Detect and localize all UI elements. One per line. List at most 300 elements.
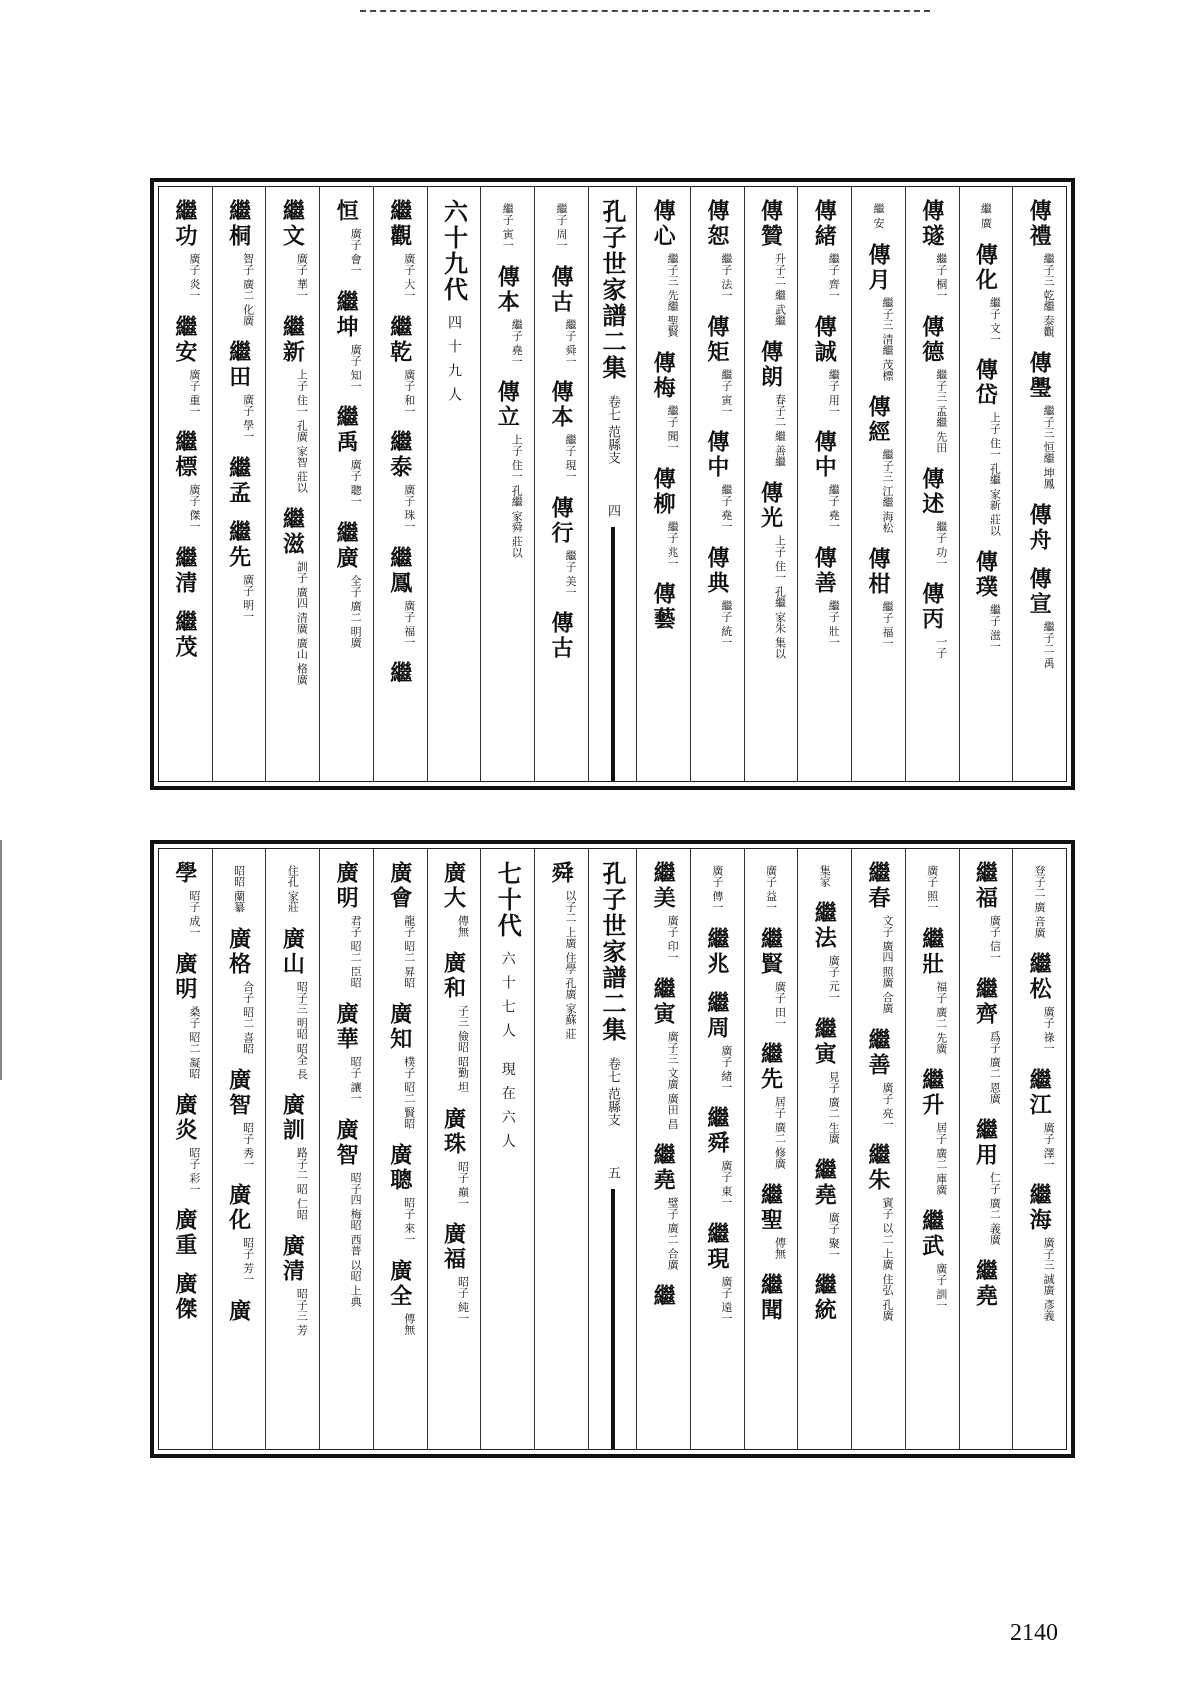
descendant-note: 繼 廣 xyxy=(979,203,993,229)
person-name: 繼堯 xyxy=(650,1143,677,1193)
descendant-note: 昭子 成一 xyxy=(187,890,201,938)
genealogy-entry xyxy=(277,927,308,1080)
genealogy-column xyxy=(797,187,851,781)
person-name: 廣知 xyxy=(386,1002,413,1052)
genealogy-entry xyxy=(970,1118,1001,1245)
descendant-note: 繼子 齊一 xyxy=(827,253,841,301)
descendant-note: 廣子 珠一 xyxy=(402,484,416,532)
person-name: 傳立 xyxy=(494,380,521,430)
genealogy-column xyxy=(1012,849,1066,1449)
genealogy-entry xyxy=(492,265,523,367)
genealogy-entry xyxy=(439,1222,470,1324)
genealogy-entry xyxy=(277,199,308,301)
descendant-note: 繼子 桐一 xyxy=(934,253,948,301)
genealogy-entry xyxy=(224,927,255,1054)
genealogy-entry xyxy=(170,315,201,417)
genealogy-entry xyxy=(385,315,416,417)
person-name: 繼先 xyxy=(757,1042,784,1092)
genealogy-entry xyxy=(809,1273,840,1323)
genealogy-entry xyxy=(224,520,255,622)
person-name: 繼寅 xyxy=(811,1016,838,1067)
genealogy-entry xyxy=(331,1118,362,1307)
genealogy-column xyxy=(851,187,905,781)
descendant-note: 住孔 家莊 xyxy=(286,865,300,913)
person-name: 繼 xyxy=(650,1284,677,1309)
descendant-note: 爲子 廣二 恩廣 xyxy=(988,1030,1002,1104)
descendant-note: 繼子二 禹 xyxy=(1042,621,1056,669)
genealogy-entry xyxy=(555,199,568,251)
person-name: 廣 xyxy=(225,1298,252,1324)
descendant-note: 廣子 聰一 xyxy=(349,459,363,507)
descendant-note: 合子 昭二 喜昭 xyxy=(241,980,255,1054)
descendant-note: 廣子 訓一 xyxy=(934,1262,948,1310)
genealogy-entry xyxy=(872,199,885,229)
genealogy-column xyxy=(636,849,690,1449)
genealogy-entry xyxy=(648,861,679,963)
fish-tail-bar xyxy=(611,527,615,781)
genealogy-entry xyxy=(331,1002,362,1104)
genealogy-entry xyxy=(702,430,733,532)
descendant-note: 昭子四 梅昭 西普 以昭 上典 xyxy=(349,1171,363,1307)
person-name: 繼賢 xyxy=(757,926,784,977)
genealogy-entry xyxy=(331,405,362,507)
descendant-note: 居子 廣二 庫廣 xyxy=(934,1121,948,1195)
descendant-note: 繼子 舜一 xyxy=(563,318,577,366)
person-name: 廣傑 xyxy=(171,1272,198,1322)
descendant-note: 繼子 壯一 xyxy=(827,599,841,647)
genealogy-entry xyxy=(1024,952,1055,1054)
descendant-note: 龍子 昭二 昇昭 xyxy=(402,915,416,988)
person-name: 繼觀 xyxy=(386,199,413,249)
generation-header-column xyxy=(480,849,534,1449)
person-name: 繼美 xyxy=(650,861,677,911)
person-name: 傳璲 xyxy=(918,199,945,249)
genealogy-column xyxy=(959,187,1013,781)
genealogy-column xyxy=(212,849,266,1449)
genealogy-column xyxy=(690,849,744,1449)
descendant-note: 廣子 和一 xyxy=(402,368,416,416)
genealogy-column xyxy=(373,187,427,781)
descendant-note: 繼子 堯一 xyxy=(719,484,733,532)
genealogy-entry xyxy=(648,1143,679,1270)
genealogy-column xyxy=(690,187,744,781)
person-name: 廣福 xyxy=(440,1222,467,1272)
descendant-note: 繼子 兆一 xyxy=(666,520,680,568)
person-name: 繼泰 xyxy=(386,430,413,480)
genealogy-entry xyxy=(546,496,577,598)
person-name: 傳善 xyxy=(811,545,838,596)
descendant-note: 廣子 傑一 xyxy=(187,484,201,532)
genealogy-entry xyxy=(331,290,362,392)
person-name: 廣大 xyxy=(440,861,467,911)
genealogy-entry xyxy=(702,315,733,417)
genealogy-entry xyxy=(170,861,201,938)
person-name: 繼文 xyxy=(279,199,306,249)
genealogy-entry xyxy=(809,315,840,417)
person-name: 繼標 xyxy=(171,430,198,480)
genealogy-entry xyxy=(648,467,679,569)
person-name: 傳禮 xyxy=(1026,199,1053,249)
genealogy-entry xyxy=(917,315,948,453)
person-name: 繼鳳 xyxy=(386,545,413,596)
descendant-note: 廣子 重一 xyxy=(187,368,201,416)
person-name: 廣山 xyxy=(279,926,306,977)
genealogy-entry xyxy=(233,861,246,913)
genealogy-entry xyxy=(331,199,362,276)
genealogy-column xyxy=(212,187,266,781)
genealogy-entry xyxy=(501,199,514,251)
person-name: 繼田 xyxy=(225,340,252,390)
genealogy-entry xyxy=(170,1093,201,1195)
person-name: 傳緒 xyxy=(811,199,838,249)
generation-title: 六十九代 xyxy=(439,199,469,303)
person-name: 傳贊 xyxy=(757,199,784,249)
descendant-note: 璧子 廣二 合廣 xyxy=(666,1197,680,1270)
genealogy-entry xyxy=(979,199,992,229)
person-name: 繼海 xyxy=(1026,1183,1053,1233)
person-name: 繼坤 xyxy=(333,289,360,340)
genealogy-column xyxy=(480,187,534,781)
descendant-note: 繼子 堯一 xyxy=(827,484,841,532)
genealogy-entry xyxy=(863,1028,894,1130)
person-name: 繼新 xyxy=(279,314,306,365)
descendant-note: 訓子 廣四 清廣 廣山 格廣 xyxy=(295,560,309,685)
descendant-note: 上子 住一 孔繼 家朱 集以 xyxy=(773,535,787,659)
genealogy-column xyxy=(159,187,212,781)
person-name: 繼松 xyxy=(1026,952,1053,1002)
descendant-note: 文子 廣四 照廣 合廣 xyxy=(880,915,894,1014)
genealogy-entry xyxy=(863,547,894,649)
genealogy-entry xyxy=(809,199,840,301)
genealogy-entry xyxy=(224,1183,255,1285)
descendant-note: 昭子 純一 xyxy=(456,1276,470,1324)
person-name: 傳丙 xyxy=(918,582,945,632)
genealogy-entry xyxy=(970,861,1001,963)
person-name: 傳藝 xyxy=(650,582,677,632)
descendant-note: 智子 廣二 化廣 xyxy=(241,253,255,326)
genealogy-entry xyxy=(863,861,894,1014)
genealogy-column xyxy=(319,187,373,781)
person-name: 恒 xyxy=(333,199,360,224)
descendant-note: 繼子 現一 xyxy=(563,434,577,482)
genealogy-entry xyxy=(970,358,1001,536)
genealogy-entry xyxy=(385,1259,416,1335)
descendant-note: 以子二 上廣 住學 孔廣 家蘇 莊 xyxy=(563,890,577,1040)
descendant-note: 廣子 益一 xyxy=(764,865,778,913)
person-name: 傳柑 xyxy=(864,546,891,597)
person-name: 傳本 xyxy=(547,380,574,430)
descendant-note: 廣子 福一 xyxy=(402,599,416,647)
descendant-note: 廣子 東一 xyxy=(719,1160,733,1208)
person-name: 傳宣 xyxy=(1026,567,1053,617)
genealogy-entry xyxy=(385,1143,416,1245)
descendant-note: 賓子 以二 上廣 住弘 孔廣 xyxy=(880,1197,894,1321)
genealogy-entry xyxy=(818,861,831,887)
descendant-note: 全子 廣二 明廣 xyxy=(349,574,363,648)
person-name: 繼法 xyxy=(811,901,838,951)
genealogy-column xyxy=(797,849,851,1449)
person-name: 傳古 xyxy=(547,611,574,661)
descendant-note: 繼子三 恒繼 坤鳳 xyxy=(1042,405,1056,489)
genealogy-entry xyxy=(1024,351,1055,489)
genealogy-entry xyxy=(863,395,894,533)
volume-note: 卷七 范縣支 xyxy=(605,395,621,465)
descendant-note: 昭子 巔一 xyxy=(456,1160,470,1208)
book-title: 孔子世家譜 xyxy=(598,861,628,991)
descendant-note: 繼子 用一 xyxy=(827,368,841,416)
genealogy-column xyxy=(319,849,373,1449)
descendant-note: 集家 xyxy=(818,865,832,887)
genealogy-entry xyxy=(756,199,787,326)
genealogy-entry xyxy=(1024,199,1055,337)
person-name: 舜 xyxy=(547,861,574,886)
descendant-note: 廣子 亮一 xyxy=(880,1081,894,1129)
bottom-genealogy-page xyxy=(150,840,1075,1458)
person-name: 傳璞 xyxy=(972,550,999,600)
descendant-note: 昭子 芳一 xyxy=(241,1237,255,1285)
person-name: 繼孟 xyxy=(225,455,252,506)
genealogy-entry xyxy=(170,199,201,301)
genealogy-entry xyxy=(809,430,840,532)
descendant-note: 樸子 昭二 賢昭 xyxy=(402,1056,416,1129)
person-name: 傳經 xyxy=(864,394,891,445)
person-name: 繼現 xyxy=(703,1221,730,1272)
genealogy-entry xyxy=(711,861,724,913)
descendant-note: 君子 昭二 臣昭 xyxy=(349,915,363,988)
descendant-note: 廣子 田一 xyxy=(773,980,787,1028)
genealogy-column xyxy=(427,849,481,1449)
descendant-note: 繼子 福一 xyxy=(880,600,894,648)
person-name: 繼春 xyxy=(864,861,891,911)
person-name: 繼廣 xyxy=(333,520,360,571)
descendant-note: 昭子 來一 xyxy=(402,1197,416,1245)
genealogy-entry xyxy=(546,861,577,1039)
person-name: 繼朱 xyxy=(864,1143,891,1193)
person-name: 廣化 xyxy=(225,1183,252,1233)
genealogy-entry xyxy=(863,243,894,381)
descendant-note: 廣子 照一 xyxy=(925,865,939,913)
person-name: 傳述 xyxy=(918,466,945,517)
genealogy-entry xyxy=(648,1284,679,1309)
genealogy-entry xyxy=(917,582,948,658)
genealogy-column xyxy=(534,187,588,781)
genealogy-entry xyxy=(277,315,308,493)
genealogy-entry xyxy=(926,861,939,913)
descendant-note: 繼子三 江繼 海松 xyxy=(880,448,894,533)
genealogy-entry xyxy=(439,861,470,937)
genealogy-entry xyxy=(385,546,416,648)
genealogy-entry xyxy=(385,861,416,988)
person-name: 傳中 xyxy=(703,430,730,480)
genealogy-entry xyxy=(970,977,1001,1104)
genealogy-column xyxy=(744,187,798,781)
descendant-note: 廣子 大一 xyxy=(402,253,416,301)
person-name: 傳光 xyxy=(757,481,784,531)
genealogy-entry xyxy=(809,901,840,1003)
genealogy-entry xyxy=(439,951,470,1093)
person-name: 傳梅 xyxy=(650,351,677,401)
genealogy-entry xyxy=(331,861,362,988)
genealogy-entry xyxy=(224,1299,255,1324)
fish-tail-bar xyxy=(611,1189,615,1449)
person-name: 廣明 xyxy=(171,951,198,1002)
person-name: 廣聰 xyxy=(386,1143,413,1193)
person-name: 繼壯 xyxy=(918,926,945,977)
descendant-note: 上子 住一 孔廣 家智 莊以 xyxy=(295,368,309,493)
person-name: 傳化 xyxy=(972,242,999,293)
descendant-note: 昭子 彩一 xyxy=(187,1146,201,1194)
descendant-note: 繼子 法一 xyxy=(719,253,733,301)
genealogy-column xyxy=(851,849,905,1449)
person-name: 廣全 xyxy=(386,1258,413,1309)
genealogy-entry xyxy=(286,861,299,913)
person-name: 廣格 xyxy=(225,926,252,977)
descendant-note: 上子 住一 孔繼 家新 莊以 xyxy=(988,412,1002,536)
person-name: 繼統 xyxy=(811,1273,838,1323)
center-title-column xyxy=(588,849,636,1449)
genealogy-entry xyxy=(1033,861,1046,938)
genealogy-entry xyxy=(277,1234,308,1336)
person-name: 繼堯 xyxy=(972,1258,999,1309)
descendant-note: 居子 廣二 修廣 xyxy=(773,1096,787,1169)
genealogy-entry xyxy=(863,1143,894,1321)
person-name: 傳舟 xyxy=(1026,503,1053,553)
person-name: 繼清 xyxy=(171,545,198,596)
leaf-number: 五 xyxy=(605,1166,621,1180)
genealogy-entry xyxy=(970,550,1001,652)
genealogy-entry xyxy=(1024,503,1055,553)
genealogy-entry xyxy=(765,861,778,913)
descendant-note: 廣子三 文廣 廣田 昌 xyxy=(666,1030,680,1129)
genealogy-column xyxy=(959,849,1013,1449)
descendant-note: 繼子 周一 xyxy=(554,203,568,251)
person-name: 繼齊 xyxy=(972,976,999,1027)
descendant-note: 廣子 學一 xyxy=(241,394,255,442)
person-name: 繼兆 xyxy=(703,926,730,977)
person-name: 廣清 xyxy=(279,1234,306,1284)
descendant-note: 廣子 華一 xyxy=(295,253,309,301)
generation-header-column xyxy=(427,187,481,781)
scan-artifact-left xyxy=(0,840,2,1080)
person-name: 繼舜 xyxy=(703,1106,730,1156)
genealogy-entry xyxy=(702,927,733,977)
descendant-note: 廣子 元一 xyxy=(827,955,841,1003)
genealogy-entry xyxy=(702,199,733,301)
genealogy-column xyxy=(265,849,319,1449)
descendant-note: 廣子 知一 xyxy=(349,343,363,391)
genealogy-entry xyxy=(385,199,416,301)
genealogy-entry xyxy=(331,521,362,648)
descendant-note: 昭子三 明昭 昭全 長 xyxy=(295,980,309,1079)
genealogy-entry xyxy=(648,351,679,453)
descendant-note: 繼 安 xyxy=(871,203,885,229)
person-name: 廣炎 xyxy=(171,1092,198,1143)
volume-note: 卷七 范縣支 xyxy=(605,1057,621,1127)
genealogy-column xyxy=(636,187,690,781)
person-name: 繼江 xyxy=(1026,1067,1053,1118)
person-name: 傳本 xyxy=(494,264,521,315)
descendant-note: 傳無 xyxy=(773,1237,787,1259)
person-name: 繼乾 xyxy=(386,314,413,365)
genealogy-entry xyxy=(170,546,201,596)
genealogy-entry xyxy=(917,1068,948,1195)
scan-artifact-top xyxy=(360,10,930,18)
genealogy-entry xyxy=(277,1093,308,1220)
person-name: 繼禹 xyxy=(333,405,360,455)
person-name: 傳月 xyxy=(864,242,891,293)
top-genealogy-page xyxy=(150,178,1075,790)
person-name: 廣重 xyxy=(171,1208,198,1258)
descendant-note: 廣子 緒一 xyxy=(719,1044,733,1092)
person-name: 繼福 xyxy=(972,861,999,911)
genealogy-entry xyxy=(546,265,577,367)
genealogy-entry xyxy=(648,582,679,632)
descendant-note: 升子二 繼 武繼 xyxy=(773,253,787,326)
descendant-note: 繼子 美一 xyxy=(563,549,577,597)
person-name: 傳行 xyxy=(547,495,574,546)
genealogy-column xyxy=(373,849,427,1449)
genealogy-entry xyxy=(1024,1068,1055,1170)
genealogy-entry xyxy=(809,546,840,648)
person-name: 繼安 xyxy=(171,314,198,365)
descendant-note: 傳無 xyxy=(402,1312,416,1335)
genealogy-entry xyxy=(917,927,948,1054)
descendant-note: 廣子三 誠廣 彥義 xyxy=(1042,1237,1056,1321)
descendant-note: 昭子 秀一 xyxy=(241,1121,255,1169)
person-name: 廣訓 xyxy=(279,1093,306,1143)
genealogy-entry xyxy=(702,1106,733,1208)
descendant-note: 繼子 滋一 xyxy=(988,604,1002,652)
genealogy-entry xyxy=(170,610,201,660)
genealogy-entry xyxy=(702,546,733,648)
center-title-column xyxy=(588,187,636,781)
bottom-page-columns xyxy=(158,848,1067,1450)
descendant-note: 桑子 昭二 凝昭 xyxy=(187,1005,201,1079)
genealogy-entry xyxy=(546,611,577,661)
volume-name: 二集 xyxy=(598,991,628,1043)
person-name: 傳典 xyxy=(703,545,730,596)
descendant-note: 春子二 繼 善繼 xyxy=(773,394,787,467)
person-name: 繼聖 xyxy=(757,1183,784,1233)
genealogy-entry xyxy=(170,430,201,532)
genealogy-column xyxy=(905,849,959,1449)
genealogy-entry xyxy=(224,1068,255,1170)
book-title: 孔子世家譜 xyxy=(598,199,628,329)
descendant-note: 廣子 遠一 xyxy=(719,1275,733,1323)
descendant-note: 廣子 祿一 xyxy=(1042,1006,1056,1054)
top-page-columns xyxy=(158,186,1067,782)
descendant-note: 廣子 信一 xyxy=(988,915,1002,963)
person-name: 繼寅 xyxy=(650,976,677,1027)
genealogy-entry xyxy=(277,507,308,685)
person-name: 學 xyxy=(171,861,198,886)
person-name: 廣和 xyxy=(440,951,467,1001)
person-name: 傳璺 xyxy=(1026,351,1053,401)
person-name: 廣智 xyxy=(333,1117,360,1168)
descendant-note: 子三 儉昭 昭勤 坦 xyxy=(456,1005,470,1093)
person-name: 繼功 xyxy=(171,199,198,249)
genealogy-entry xyxy=(756,340,787,467)
descendant-note: 見子 廣二 生廣 xyxy=(827,1070,841,1144)
genealogy-entry xyxy=(917,199,948,301)
genealogy-entry xyxy=(648,199,679,337)
person-name: 廣會 xyxy=(386,861,413,911)
leaf-number: 四 xyxy=(605,504,621,518)
person-name: 繼滋 xyxy=(279,506,306,557)
descendant-note: 繼子三 清繼 茂標 xyxy=(880,296,894,381)
person-name: 繼桐 xyxy=(225,199,252,249)
person-name: 傳心 xyxy=(650,199,677,249)
